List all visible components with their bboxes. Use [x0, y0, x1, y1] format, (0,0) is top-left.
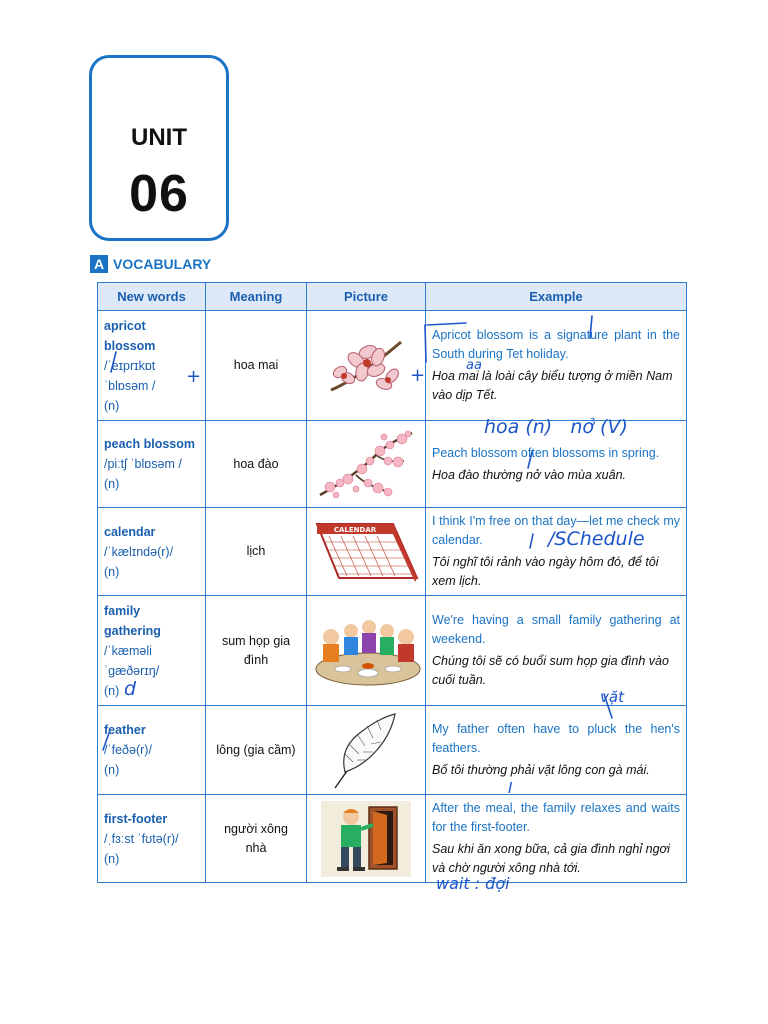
- word: apricot blossom: [104, 318, 156, 353]
- example-english: We're having a small family gathering at weekend.: [432, 613, 680, 646]
- word-cell: [98, 596, 206, 706]
- table-row: [98, 795, 687, 883]
- ipa: /ˈkælɪndə(r)/: [104, 544, 174, 559]
- unit-label: UNIT: [131, 124, 187, 151]
- part-of-speech: (n): [104, 398, 120, 413]
- part-of-speech: (n): [104, 763, 120, 777]
- meaning-cell: hoa đào: [206, 421, 307, 508]
- word: peach blossom: [104, 437, 195, 451]
- meaning-cell: hoa mai: [206, 311, 307, 421]
- meaning-cell: người xông nhà: [206, 795, 307, 883]
- table-row: [98, 706, 687, 795]
- calendar-sign: CALENDAR: [333, 525, 377, 534]
- header-new-words: New words: [98, 283, 206, 311]
- handwritten-pluck-note: vặt: [600, 688, 624, 706]
- part-of-speech: (n): [104, 477, 120, 491]
- ipa: /ˌfɜːst ˈfʊtə(r)/: [104, 831, 179, 846]
- section-letter: A: [90, 255, 108, 273]
- example-vietnamese: Sau khi ăn xong bữa, cả gia đình nghỉ ngơi và chờ người xông nhà tới.: [432, 842, 670, 875]
- example-cell: [426, 706, 687, 795]
- unit-number: 06: [129, 165, 189, 223]
- meaning-cell: lông (gia cầm): [206, 706, 307, 795]
- meaning-cell: sum họp gia đình: [206, 596, 307, 706]
- handwritten-peach-note: hoa (n) nở (V): [484, 416, 628, 438]
- apricot-blossom-picture: [326, 330, 406, 402]
- table-header-row: [98, 283, 687, 311]
- handwritten-wait-note: wait : đợi: [436, 874, 510, 893]
- example-cell: [426, 508, 687, 596]
- example-english: I think I'm free on that day—let me check my calendar.: [432, 514, 680, 547]
- example-cell: [426, 795, 687, 883]
- header-picture: Picture: [307, 283, 426, 311]
- table-row: [98, 508, 687, 596]
- example-cell: [426, 311, 687, 421]
- feather-picture: [331, 710, 401, 790]
- header-meaning: Meaning: [206, 283, 307, 311]
- word: feather: [104, 723, 146, 737]
- example-vietnamese: Chúng tôi sẽ có buổi sum họp gia đình vào cuối tuần.: [432, 654, 669, 687]
- ipa: /ˈkæməli ˈɡæðərɪŋ/: [104, 643, 160, 678]
- example-english: After the meal, the family relaxes and waits for the first-footer.: [432, 801, 680, 834]
- ipa: /ˈeɪprɪkɒt ˈblɒsəm /: [104, 358, 156, 393]
- picture-cell: [307, 508, 426, 596]
- word-cell: [98, 706, 206, 795]
- word: calendar: [104, 524, 156, 539]
- handwritten-plus-note: +: [186, 366, 202, 387]
- picture-cell: [307, 596, 426, 706]
- example-english: Peach blossom often blossoms in spring.: [432, 445, 660, 460]
- handwritten-schedule-note: /SChedule: [548, 528, 645, 550]
- handwritten-plus-note: +: [410, 365, 426, 386]
- example-vietnamese: Hoa đào thường nở vào mùa xuân.: [432, 467, 626, 482]
- table-row: [98, 596, 687, 706]
- unit-box: [89, 55, 229, 241]
- word: first-footer: [104, 811, 168, 826]
- picture-cell: [307, 706, 426, 795]
- part-of-speech: (n): [104, 683, 120, 698]
- picture-cell: [307, 311, 426, 421]
- example-vietnamese: Bố tôi thường phải vặt lông con gà mái.: [432, 763, 650, 777]
- word-cell: [98, 795, 206, 883]
- calendar-picture: [313, 518, 419, 586]
- meaning-cell: lịch: [206, 508, 307, 596]
- family-gathering-picture: [313, 611, 423, 691]
- first-footer-picture: [321, 801, 411, 877]
- example-vietnamese: Tôi nghĩ tôi rảnh vào ngày hôm đó, để tôi xem lịch.: [432, 555, 659, 588]
- word-cell: [98, 421, 206, 508]
- picture-cell: [307, 421, 426, 508]
- word-cell: [98, 508, 206, 596]
- header-example: Example: [426, 283, 687, 311]
- handwritten-d-note: d: [124, 678, 137, 700]
- picture-cell: [307, 795, 426, 883]
- word: family gathering: [104, 603, 161, 638]
- handwritten-i-note: I: [508, 779, 513, 797]
- section-header: [90, 255, 211, 273]
- example-cell: [426, 596, 687, 706]
- example-vietnamese: Hoa mai là loài cây biểu tượng ở miền Nam vào dịp Tết.: [432, 369, 673, 402]
- example-english: Apricot blossom is a signature plant in the South during Tet holiday.: [432, 328, 680, 361]
- peach-blossom-picture: [316, 425, 416, 503]
- section-title: VOCABULARY: [113, 256, 212, 272]
- part-of-speech: (n): [104, 851, 120, 866]
- part-of-speech: (n): [104, 564, 120, 579]
- ipa: /piːtʃ ˈblɒsəm /: [104, 457, 182, 471]
- example-english: My father often have to pluck the hen's feathers.: [432, 722, 680, 755]
- ipa: /ˈfeðə(r)/: [104, 743, 152, 757]
- handwritten-aa-note: aa: [466, 358, 482, 373]
